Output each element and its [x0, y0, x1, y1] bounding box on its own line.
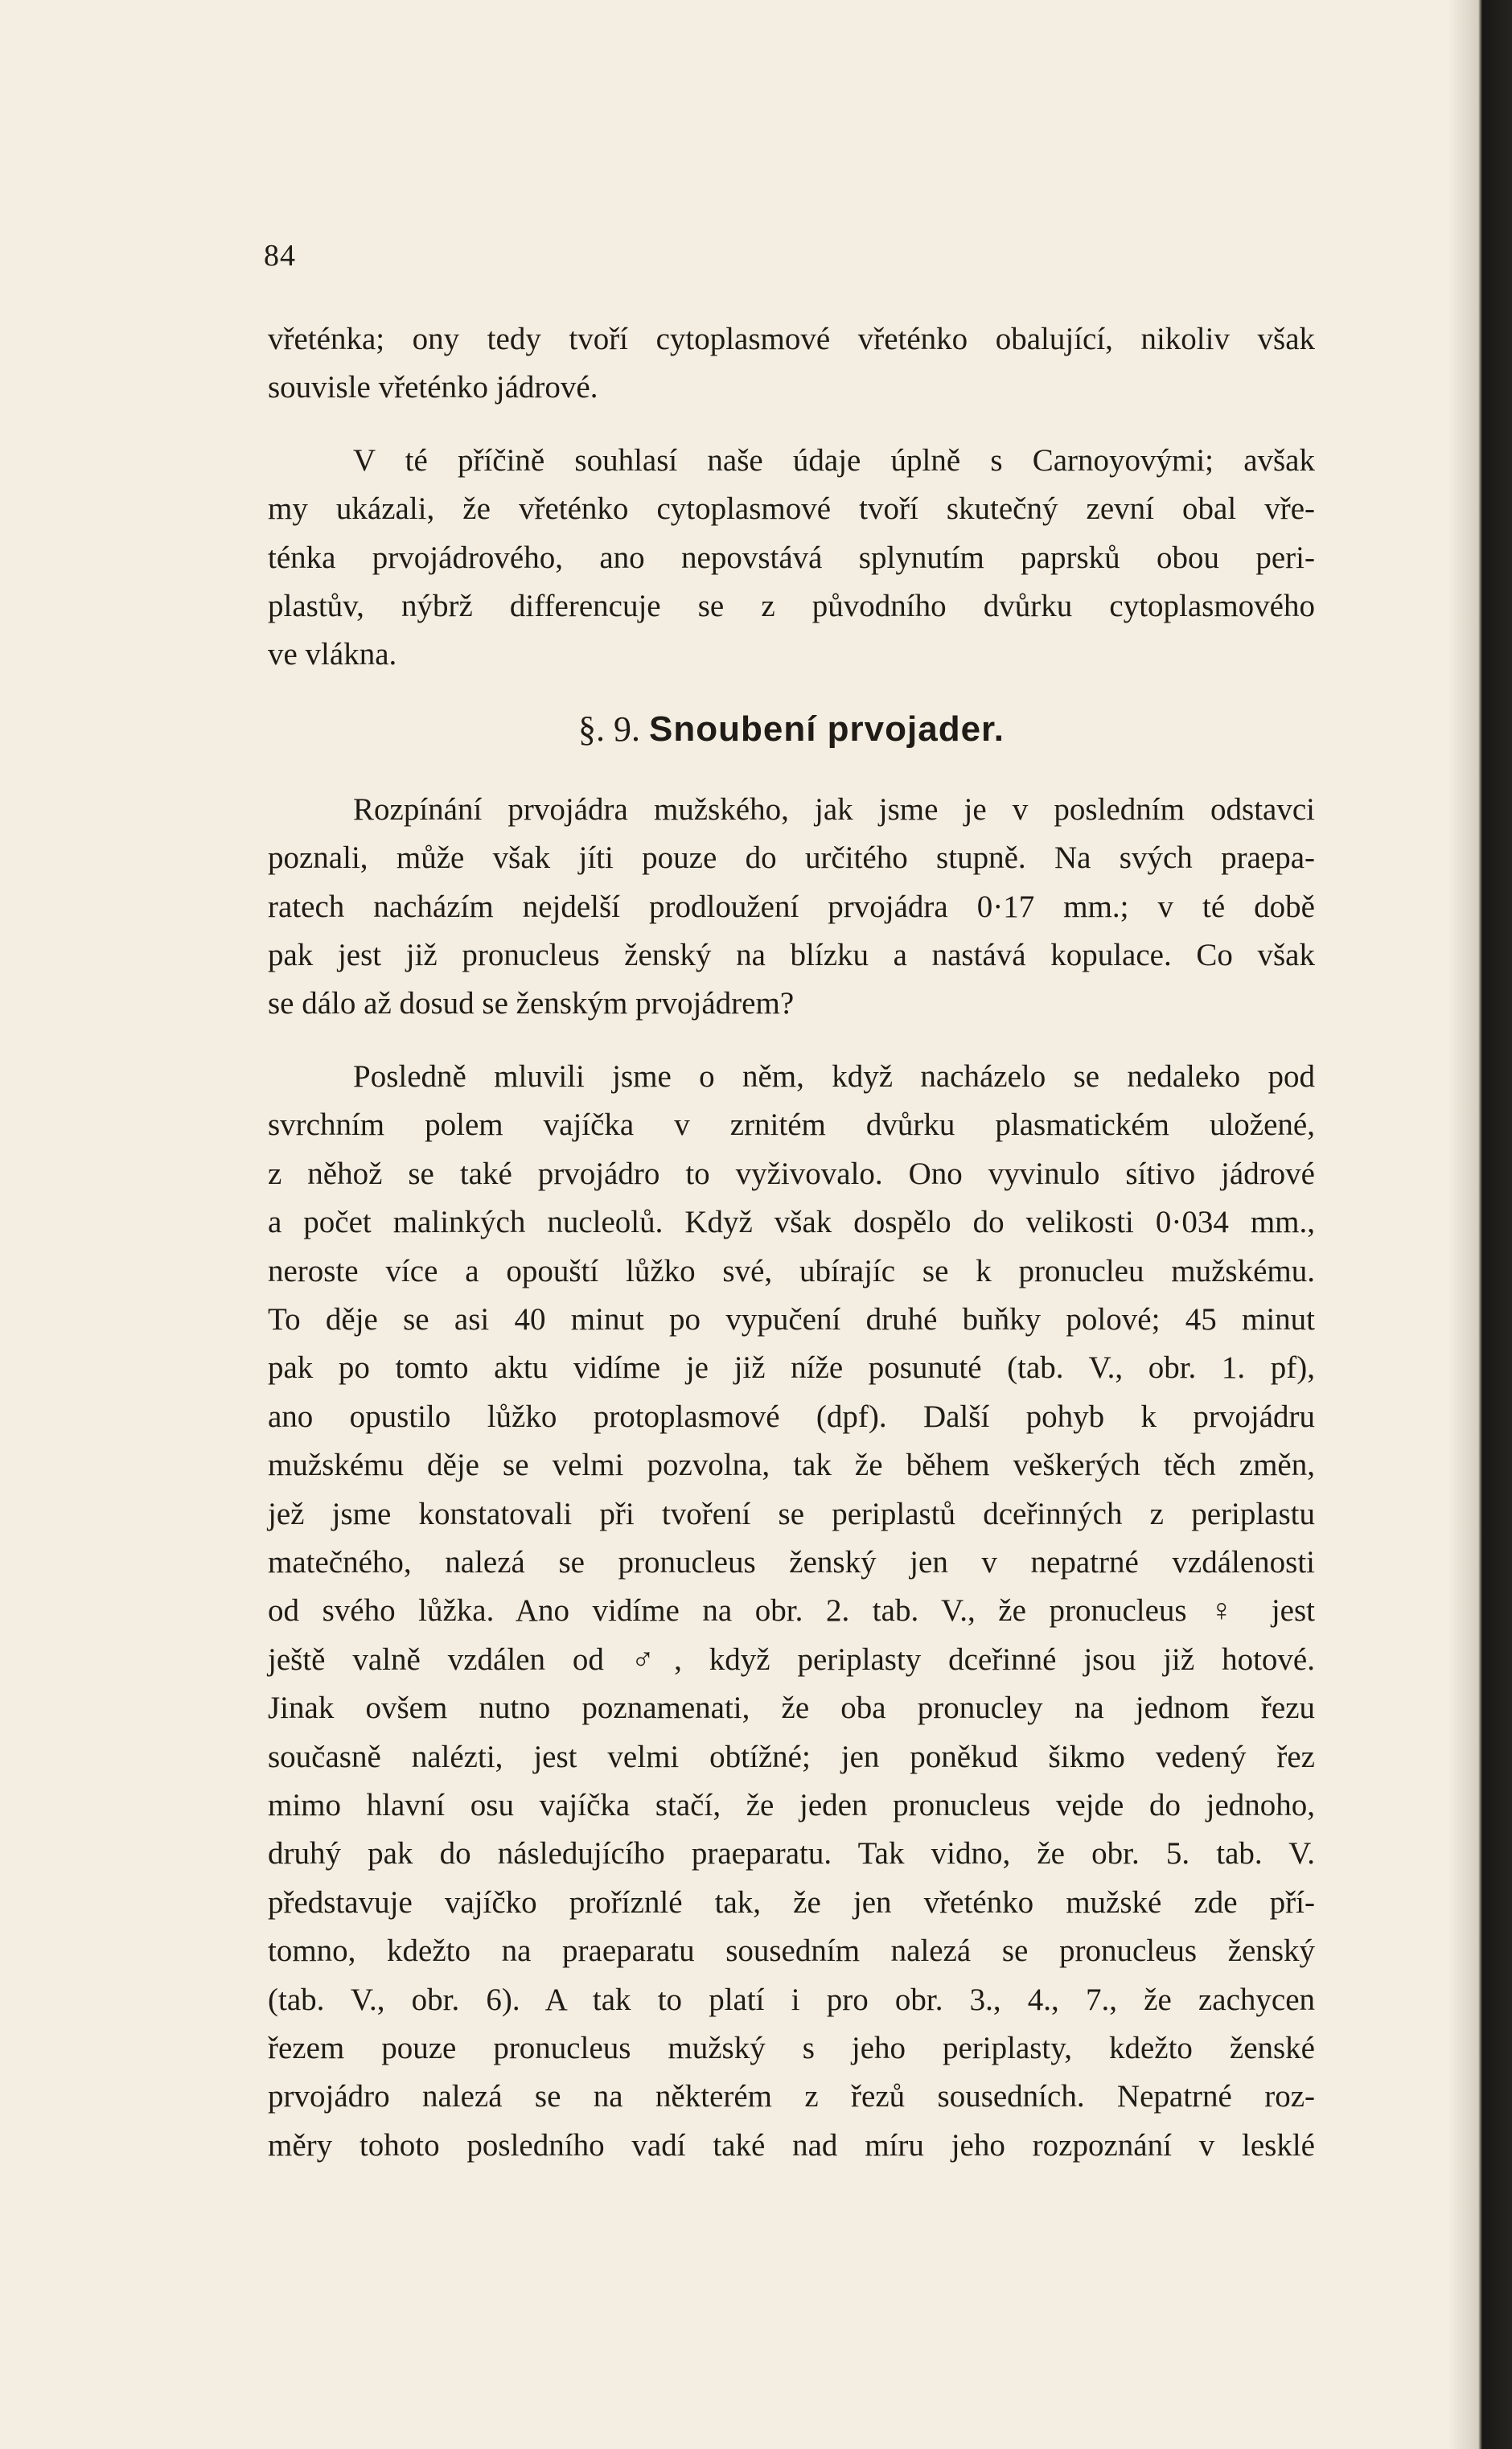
section-heading [268, 705, 1315, 754]
text-line: prvojádro nalezá se na některém z řezů sousedních. Nepatrné roz- [268, 2079, 1315, 2114]
text-line: plastův, nýbrž differencuje se z původního dvůrku cytoplasmového [268, 589, 1315, 624]
text-line: my ukázali, že vřeténko cytoplasmové tvoří skutečný zevní obal vře- [268, 491, 1315, 527]
text-line: svrchním polem vajíčka v zrnitém dvůrku plasmatickém uložené, [268, 1107, 1315, 1143]
text-line: V té příčině souhlasí naše údaje úplně s Carnoyovými; avšak [353, 442, 1315, 478]
text-line: matečného, nalezá se pronucleus ženský jen v nepatrné vzdálenosti [268, 1544, 1315, 1580]
paragraph-3 [268, 786, 1315, 1029]
text-line: Rozpínání prvojádra mužského, jak jsme je v posledním odstavci [353, 791, 1315, 827]
text-line: mimo hlavní osu vajíčka stačí, že jeden pronucleus vejde do jednoho, [268, 1787, 1315, 1822]
text-line: souvisle vřeténko jádrové. [268, 370, 598, 405]
text-line: se dálo až dosud se ženským prvojádrem? [268, 986, 795, 1021]
paragraph-4 [268, 1053, 1315, 2170]
text-line: od svého lůžka. Ano vidíme na obr. 2. tab. V., že pronucleus ♀ jest [268, 1593, 1315, 1629]
section-number: §. 9. [578, 709, 641, 749]
page-number: 84 [264, 239, 296, 273]
paragraph-1 [268, 315, 1315, 413]
text-line: současně nalézti, jest velmi obtížné; jen poněkud šikmo vedený řez [268, 1739, 1315, 1774]
text-line: ještě valně vzdálen od ♂, když periplasty dceřinné jsou již hotové. [268, 1642, 1315, 1677]
book-edge [1478, 0, 1512, 2449]
text-line: (tab. V., obr. 6). A tak to platí i pro obr. 3., 4., 7., že zachycen [268, 1982, 1315, 2017]
text-line: neroste více a opouští lůžko své, ubírajíc se k pronucleu mužskému. [268, 1253, 1315, 1288]
text-line: jež jsme konstatovali při tvoření se periplastů dceřinných z periplastu [268, 1496, 1315, 1531]
section-title: Snoubení prvojader. [649, 709, 1005, 749]
text-line: ve vlákna. [268, 637, 397, 672]
paragraph-2 [268, 437, 1315, 680]
text-line: a počet malinkých nucleolů. Když však dospělo do velikosti 0·034 mm., [268, 1205, 1315, 1240]
paragraph-gap [268, 1029, 1315, 1053]
text-line: mužskému děje se velmi pozvolna, tak že během veškerých těch změn, [268, 1448, 1315, 1483]
text-line: Jinak ovšem nutno poznamenati, že oba pronucley na jednom řezu [268, 1691, 1315, 1726]
text-line: druhý pak do následujícího praeparatu. Tak vidno, že obr. 5. tab. V. [268, 1836, 1315, 1872]
text-line: měry tohoto posledního vadí také nad míru jeho rozpoznání v lesklé [268, 2127, 1315, 2163]
text-line: To děje se asi 40 minut po vypučení druhé buňky polové; 45 minut [268, 1301, 1315, 1337]
text-line: představuje vajíčko proříznlé tak, že jen vřeténko mužské zde pří- [268, 1884, 1315, 1920]
text-line: pak jest již pronucleus ženský na blízku a nastává kopulace. Co však [268, 938, 1315, 973]
paragraph-gap [268, 413, 1315, 437]
page-gutter-shadow [1448, 0, 1478, 2449]
text-line: řezem pouze pronucleus mužský s jeho periplasty, kdežto ženské [268, 2031, 1315, 2065]
body-text [268, 315, 1315, 2170]
text-line: vřeténka; ony tedy tvoří cytoplasmové vřeténko obalující, nikoliv však [268, 322, 1315, 356]
text-line: tomno, kdežto na praeparatu sousedním nalezá se pronucleus ženský [268, 1933, 1315, 1969]
text-line: Posledně mluvili jsme o něm, když nacházelo se nedaleko pod [353, 1058, 1315, 1094]
text-line: ano opustilo lůžko protoplasmové (dpf). Další pohyb k prvojádru [268, 1399, 1315, 1434]
text-line: pak po tomto aktu vidíme je již níže posunuté (tab. V., obr. 1. pf), [268, 1350, 1315, 1386]
text-line: poznali, může však jíti pouze do určitého stupně. Na svých praepa- [268, 840, 1315, 876]
text-line: z něhož se také prvojádro to vyživovalo. Ono vyvinulo sítivo jádrové [268, 1156, 1315, 1191]
text-line: ratech nacházím nejdelší prodloužení prvojádra 0·17 mm.; v té době [268, 889, 1315, 924]
text-line: ténka prvojádrového, ano nepovstává splynutím paprsků obou peri- [268, 540, 1315, 575]
